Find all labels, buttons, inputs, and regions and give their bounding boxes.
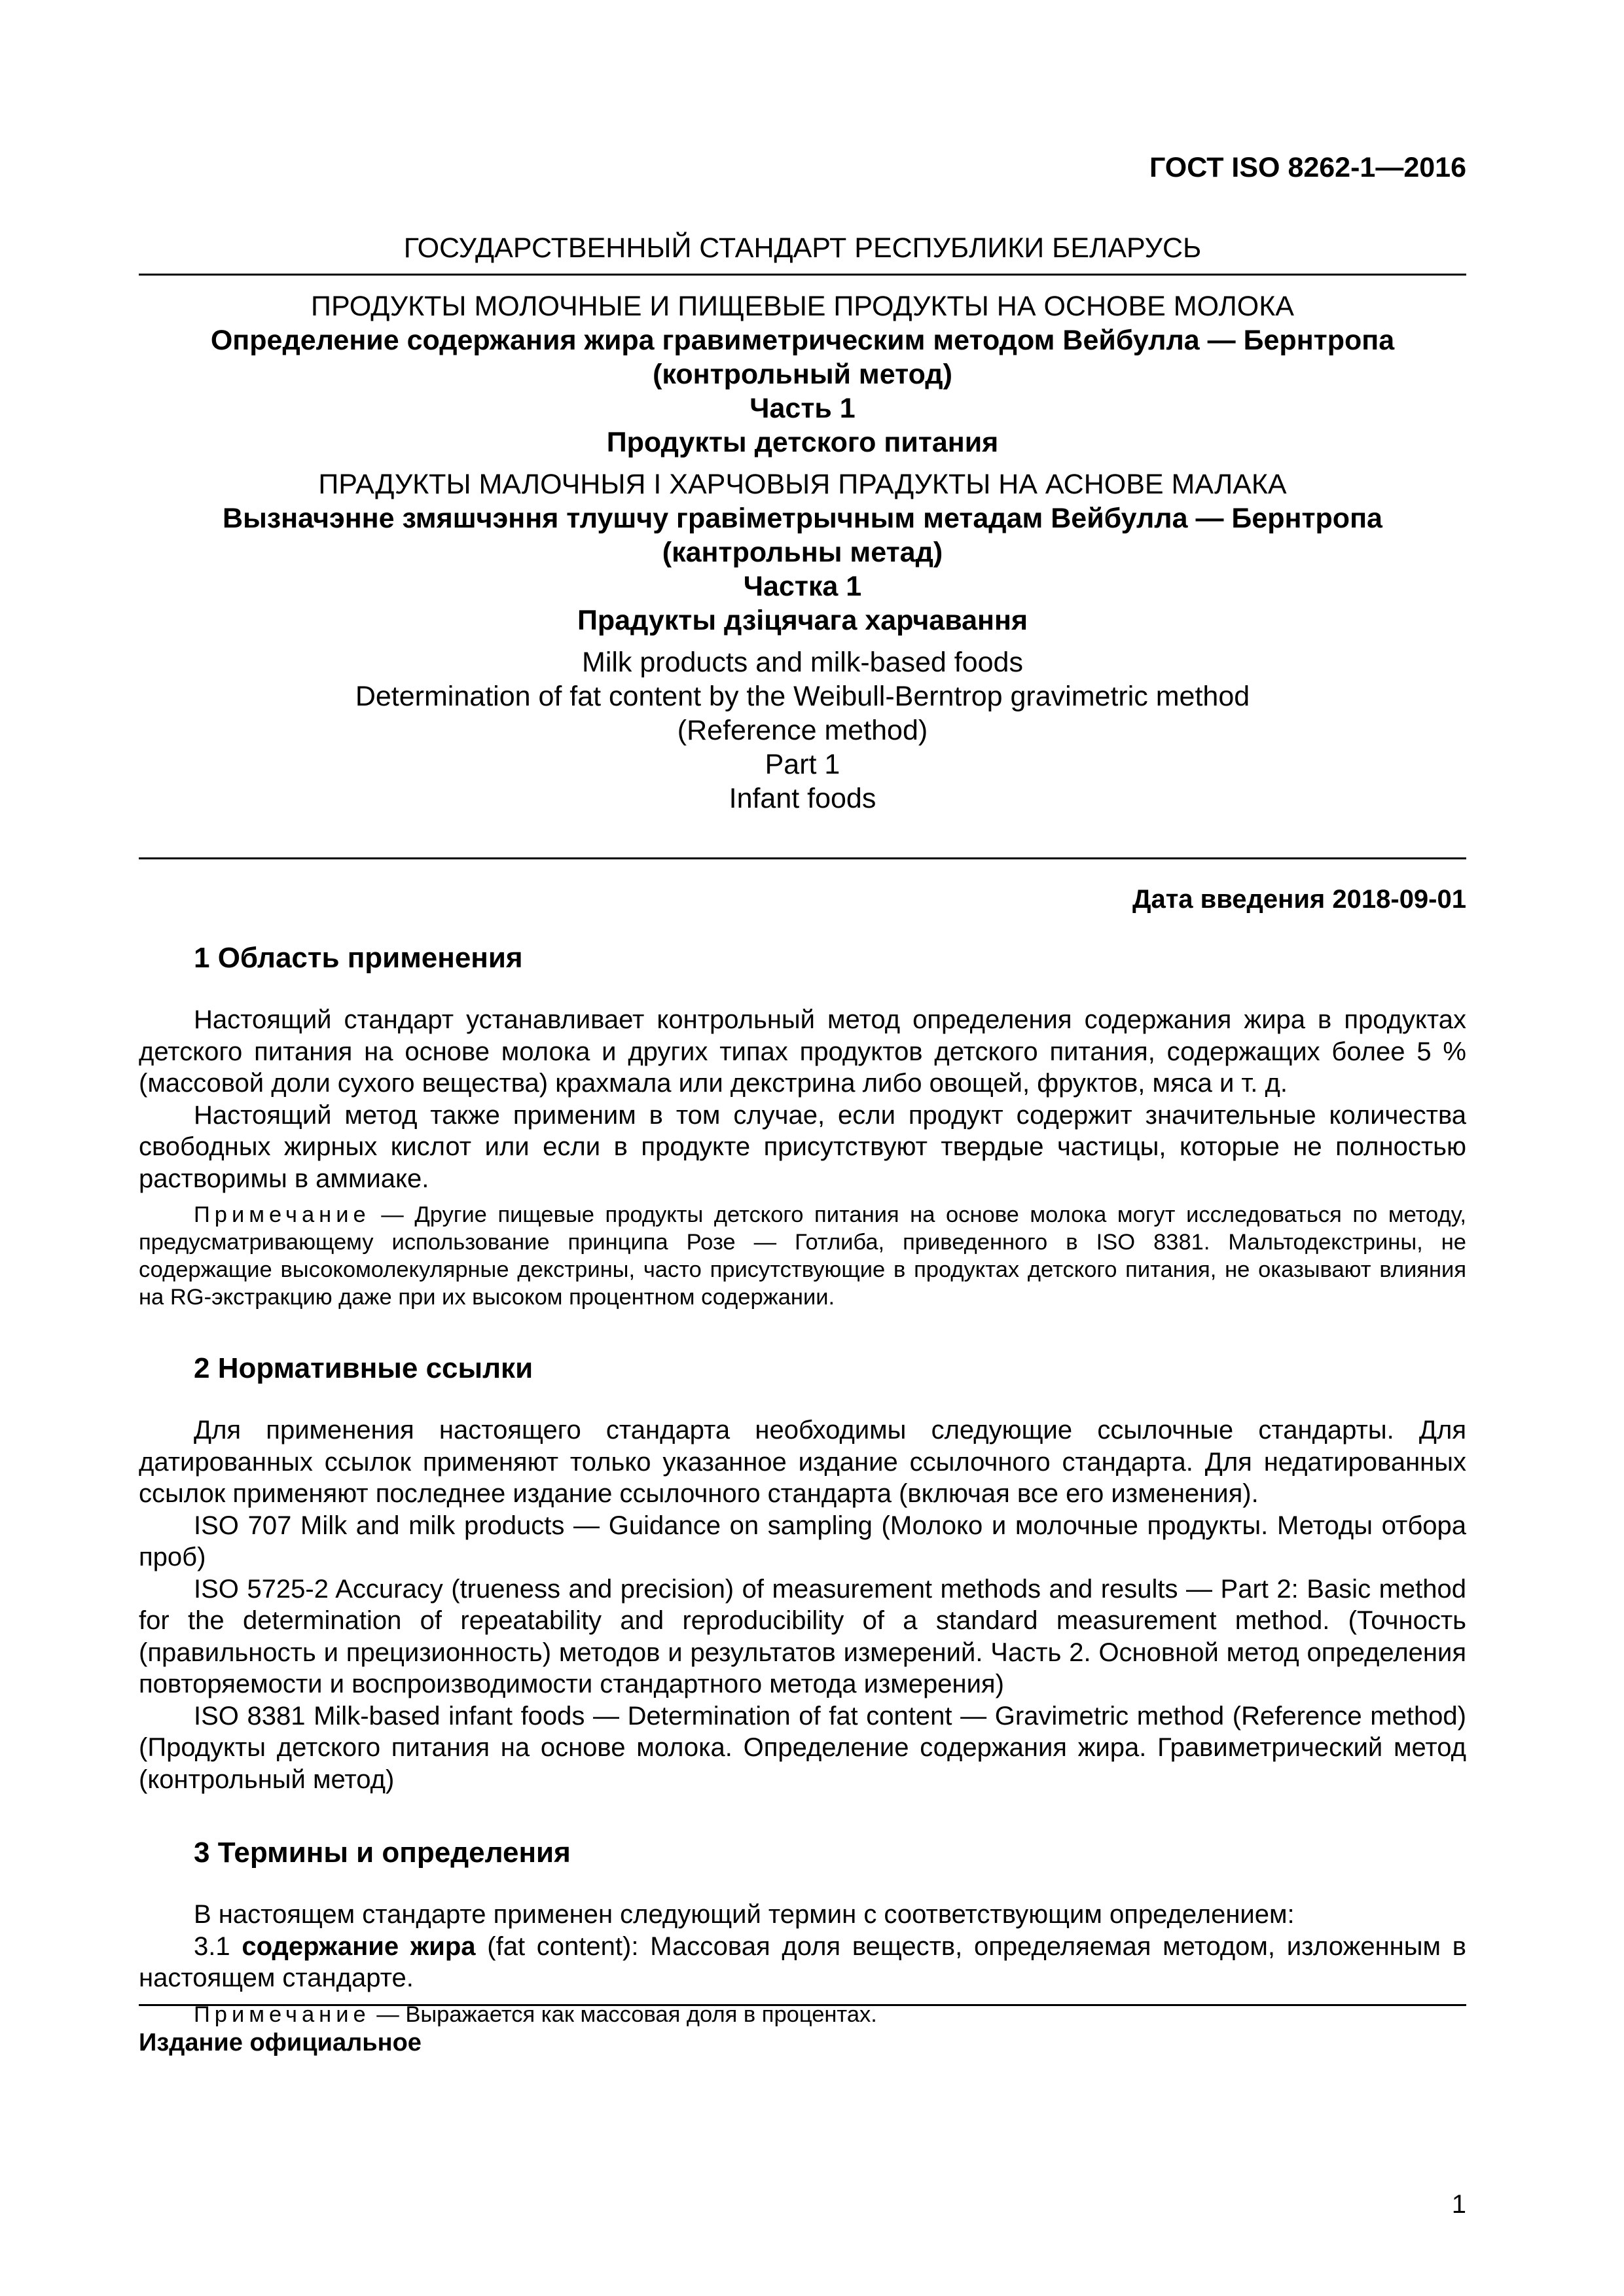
introduction-date: Дата введения 2018-09-01 [1132, 885, 1466, 914]
title-by-line4: Частка 1 [743, 571, 862, 602]
section-3-term-definition [139, 1931, 1466, 1994]
section-1-note [139, 1201, 1466, 1311]
note-text: — Выражается как массовая доля в процентах. [370, 2001, 877, 2027]
footer-rule [139, 2004, 1466, 2006]
note-label: Примечание [194, 2001, 370, 2027]
section-2-heading: 2 Нормативные ссылки [194, 1352, 533, 1384]
title-top-rule [139, 274, 1466, 276]
title-ru-line4: Часть 1 [749, 393, 856, 424]
section-1-paragraph-2: Настоящий метод также применим в том случае, если продукт содержит значительные количества свободных жирных кислот или если в продукте присутствуют твердые частицы, которые не полностью растворимы в аммиаке. [139, 1100, 1466, 1193]
title-en-line3: (Reference method) [677, 715, 928, 746]
section-2-paragraph-1: Для применения настоящего стандарта необходимы следующие ссылочные стандарты. Для датированных ссылок применяют только указанное издание ссылочного стандарта. Для недатированных ссылок применяют последнее издание ссылочного стандарта (включая все его изменения). [139, 1416, 1466, 1508]
title-english [139, 645, 1466, 816]
title-ru-line3: (контрольный метод) [653, 359, 952, 390]
term-number: 3.1 [194, 1931, 242, 1961]
title-by-line3: (кантрольны метад) [662, 537, 943, 568]
section-1-heading: 1 Область применения [194, 942, 523, 974]
title-russian [139, 289, 1466, 459]
title-by-line2: Вызначэнне змяшчэння тлушчу гравіметрычным метадам Вейбулла — Бернтропа [223, 503, 1382, 534]
title-ru-line1: ПРОДУКТЫ МОЛОЧНЫЕ И ПИЩЕВЫЕ ПРОДУКТЫ НА ОСНОВЕ МОЛОКА [311, 291, 1294, 322]
title-en-line5: Infant foods [729, 783, 876, 814]
title-by-line1: ПРАДУКТЫ МАЛОЧНЫЯ І ХАРЧОВЫЯ ПРАДУКТЫ НА АСНОВЕ МАЛАКА [318, 469, 1287, 500]
document-body [139, 941, 1466, 2028]
title-en-line1: Milk products and milk-based foods [582, 647, 1023, 678]
title-by-line5: Прадукты дзіцячага харчавання [577, 605, 1028, 636]
title-bottom-rule [139, 857, 1466, 859]
title-ru-line2: Определение содержания жира гравиметрическим методом Вейбулла — Бернтропа [210, 325, 1395, 356]
state-standard-title: ГОСУДАРСТВЕННЫЙ СТАНДАРТ РЕСПУБЛИКИ БЕЛАРУСЬ [403, 232, 1202, 264]
title-en-line2: Determination of fat content by the Weibull-Berntrop gravimetric method [355, 681, 1250, 712]
section-2-reference-iso-707: ISO 707 Milk and milk products — Guidance on sampling (Молоко и молочные продукты. Методы отбора проб) [139, 1511, 1466, 1571]
section-scope [139, 941, 1466, 1311]
section-3-paragraph-1: В настоящем стандарте применен следующий термин с соответствующим определением: [194, 1900, 1295, 1929]
official-edition-label: Издание официальное [139, 2029, 422, 2056]
term-definition-text: (fat content): Массовая доля веществ, определяемая методом, изложенным в настоящем стандарте. [139, 1931, 1467, 1992]
title-belarusian [139, 467, 1466, 637]
section-2-reference-iso-8381: ISO 8381 Milk-based infant foods — Determination of fat content — Gravimetric method (Reference method) (Продукты детского питания на основе молока. Определение содержания жира. Гравиметрический метод (контрольный метод) [139, 1701, 1466, 1794]
section-1-paragraph-1: Настоящий стандарт устанавливает контрольный метод определения содержания жира в продуктах детского питания на основе молока и других типах продуктов детского питания, содержащих более 5 % (массовой доли сухого вещества) крахмала или декстрина либо овощей, фруктов, мяса и т. д. [139, 1005, 1466, 1098]
section-terms-definitions [139, 1836, 1466, 2028]
note-text: — Другие пищевые продукты детского питания на основе молока могут исследоваться по методу, предусматривающему использование принципа Розе — Готлиба, приведенного в ISO 8381. Мальтодекстрины, не содержащие высокомолекулярные декстрины, часто присутствующие в продуктах детского питания, не оказывают влияния на RG-экстракцию даже при их высоком процентном содержании. [139, 1202, 1466, 1310]
note-label: Примечание [194, 1202, 370, 1227]
document-code: ГОСТ ISO 8262-1—2016 [1149, 152, 1466, 183]
title-block [139, 289, 1466, 823]
section-normative-references [139, 1352, 1466, 1795]
title-en-line4: Part 1 [765, 749, 840, 780]
page-number: 1 [1451, 2190, 1466, 2219]
document-page [139, 0, 1466, 2296]
section-3-heading: 3 Термины и определения [194, 1837, 571, 1869]
section-2-reference-iso-5725-2: ISO 5725-2 Accuracy (trueness and precision) of measurement methods and results — Part 2: Basic method for the determination of repeatability and reproducibility of a standard measurement method. (Точность (правильность и прецизионность) методов и результатов измерений. Часть 2. Основной метод определения повторяемости и воспроизводимости стандартного метода измерения) [139, 1574, 1466, 1698]
title-ru-line5: Продукты детского питания [606, 427, 999, 458]
term-name: содержание жира [242, 1931, 476, 1961]
